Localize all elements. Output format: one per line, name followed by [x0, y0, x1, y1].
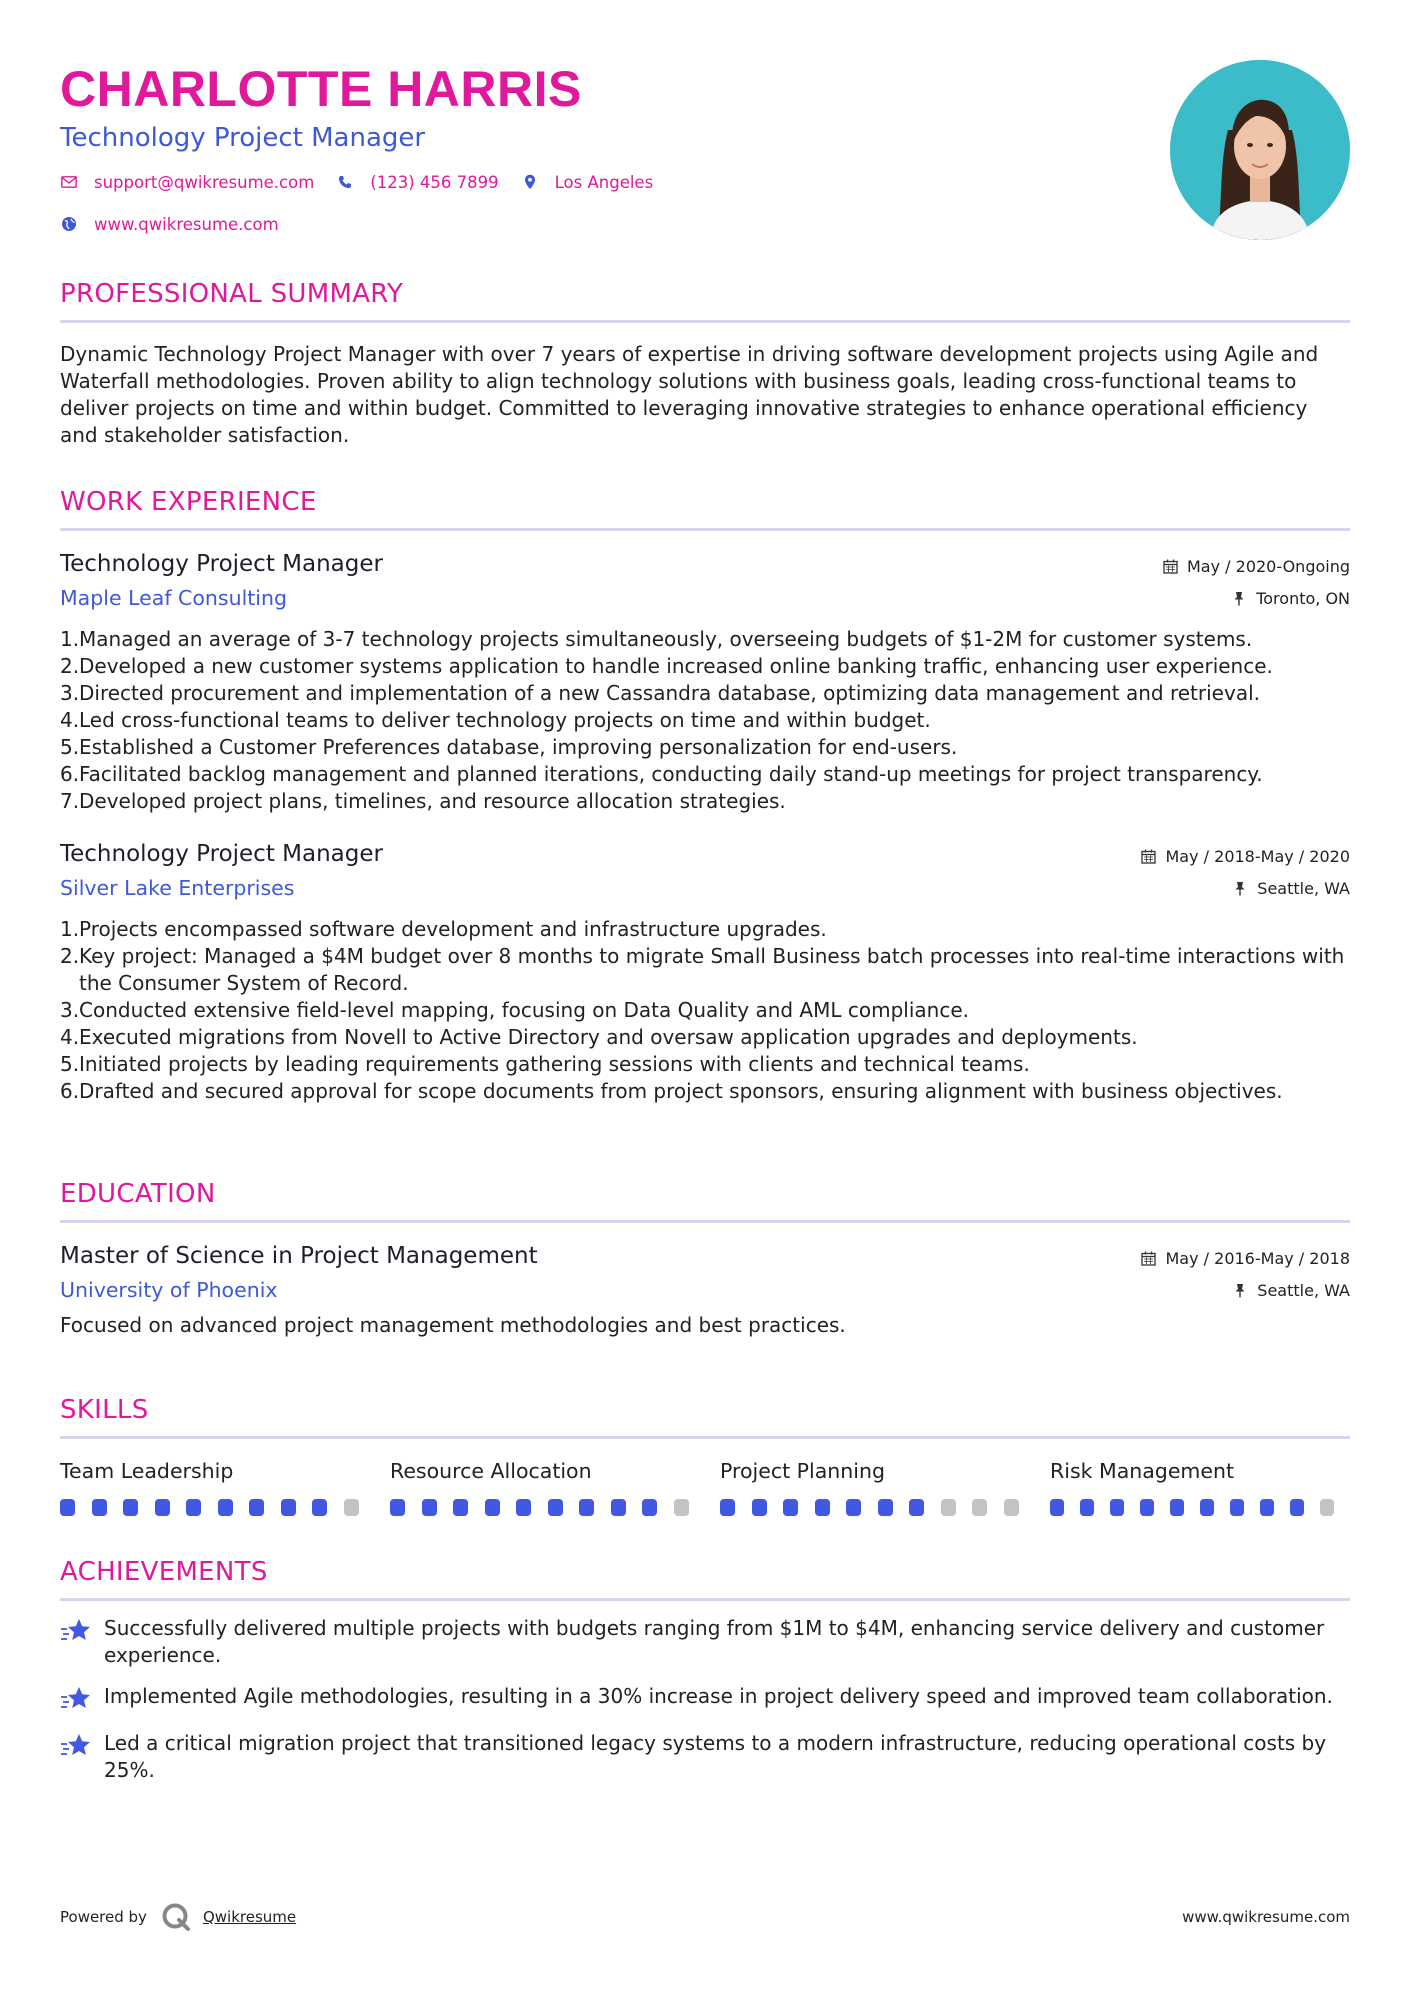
- footer-website[interactable]: www.qwikresume.com: [1182, 1908, 1350, 1926]
- skill-item: [720, 1457, 1050, 1516]
- rating-dot-empty: [344, 1499, 359, 1516]
- pushpin-icon: [1231, 1282, 1249, 1300]
- calendar-icon: [1140, 1250, 1158, 1268]
- skill-name: Team Leadership: [60, 1459, 234, 1483]
- list-item: 1. Managed an average of 3-7 technology projects simultaneously, overseeing budgets of $1-2M for customer systems.: [60, 627, 1253, 651]
- section-divider: [60, 1436, 1350, 1439]
- list-item: 4. Executed migrations from Novell to Active Directory and oversaw application upgrades and deployments.: [60, 1025, 1138, 1049]
- job-entry: [60, 549, 1350, 815]
- rating-dot-filled: [815, 1499, 830, 1516]
- rating-dot-filled: [611, 1499, 626, 1516]
- rating-dot-empty: [1320, 1499, 1334, 1516]
- job-date: May / 2018-May / 2020: [1140, 847, 1351, 866]
- page-footer: [60, 1900, 1350, 1934]
- rating-dot-empty: [674, 1499, 689, 1516]
- location-text: Los Angeles: [554, 172, 654, 192]
- rating-dot-filled: [720, 1499, 735, 1516]
- rating-dot-filled: [1110, 1499, 1124, 1516]
- skills-section: [60, 1394, 1350, 1516]
- rating-dot-filled: [218, 1499, 233, 1516]
- rating-dot-filled: [579, 1499, 594, 1516]
- mail-icon: [60, 173, 78, 191]
- list-item: 1. Projects encompassed software development and infrastructure upgrades.: [60, 917, 827, 941]
- star-icon: [60, 1683, 104, 1716]
- phone-icon: [336, 173, 354, 191]
- achievements-list: [60, 1615, 1350, 1784]
- rating-dot-filled: [548, 1499, 563, 1516]
- job-entry: [60, 839, 1350, 1105]
- job-company: Silver Lake Enterprises: [60, 876, 295, 900]
- rating-dot-filled: [422, 1499, 437, 1516]
- rating-dot-filled: [783, 1499, 798, 1516]
- summary-heading: PROFESSIONAL SUMMARY: [60, 279, 404, 309]
- skill-rating: [60, 1499, 390, 1516]
- rating-dot-filled: [281, 1499, 296, 1516]
- map-pin-icon: [521, 173, 539, 191]
- job-location: Toronto, ON: [1230, 589, 1350, 608]
- list-item: 7. Developed project plans, timelines, and resource allocation strategies.: [60, 789, 786, 813]
- rating-dot-filled: [1140, 1499, 1154, 1516]
- rating-dot-filled: [909, 1499, 924, 1516]
- rating-dot-filled: [516, 1499, 531, 1516]
- website-text: www.qwikresume.com: [94, 214, 279, 234]
- rating-dot-empty: [941, 1499, 956, 1516]
- rating-dot-filled: [1260, 1499, 1274, 1516]
- list-item: Led a critical migration project that transitioned legacy systems to a modern infrastructure, reducing operational costs by 25%.: [60, 1730, 1350, 1784]
- rating-dot-filled: [1230, 1499, 1244, 1516]
- rating-dot-filled: [312, 1499, 327, 1516]
- rating-dot-filled: [485, 1499, 500, 1516]
- phone-text: (123) 456 7899: [370, 172, 499, 192]
- list-item: 5. Established a Customer Preferences database, improving personalization for end-users.: [60, 735, 958, 759]
- education-section: [60, 1178, 1350, 1339]
- section-divider: [60, 1220, 1350, 1223]
- rating-dot-filled: [92, 1499, 107, 1516]
- rating-dot-filled: [60, 1499, 75, 1516]
- job-date: May / 2020-Ongoing: [1161, 557, 1350, 576]
- globe-icon: [60, 215, 78, 233]
- skill-name: Project Planning: [720, 1459, 885, 1483]
- achievements-section: [60, 1556, 1350, 1784]
- skill-rating: [390, 1499, 720, 1516]
- star-icon: [60, 1615, 104, 1669]
- rating-dot-filled: [453, 1499, 468, 1516]
- list-item: 2. Developed a new customer systems application to handle increased online banking traffic, enhancing user experience.: [60, 654, 1273, 678]
- skill-item: [60, 1457, 390, 1516]
- list-item: Implemented Agile methodologies, resulting in a 30% increase in project delivery speed and improved team collaboration.: [60, 1683, 1350, 1716]
- skills-row: [60, 1457, 1350, 1516]
- skill-rating: [720, 1499, 1050, 1516]
- rating-dot-filled: [390, 1499, 405, 1516]
- skill-item: [1050, 1457, 1350, 1516]
- summary-text: Dynamic Technology Project Manager with over 7 years of expertise in driving software development projects using Agile and Waterfall methodologies. Proven ability to align technology solutions with business goals, leading cross-functional teams to deliver projects on time and within budget. Committed to leveraging innovative strategies to enhance operational efficiency and stakeholder satisfaction.: [60, 342, 1319, 447]
- list-item: 4. Led cross-functional teams to deliver technology projects on time and within budget.: [60, 708, 931, 732]
- contact-location: [521, 173, 654, 192]
- job-bullets: [60, 626, 1350, 815]
- education-location: Seattle, WA: [1231, 1281, 1350, 1300]
- profile-photo: [1170, 60, 1350, 240]
- list-item: 6. Drafted and secured approval for scope documents from project sponsors, ensuring alignment with business objectives.: [60, 1079, 1283, 1103]
- list-item: 3. Directed procurement and implementation of a new Cassandra database, optimizing data management and retrieval.: [60, 681, 1260, 705]
- rating-dot-filled: [878, 1499, 893, 1516]
- contact-website[interactable]: [60, 215, 279, 234]
- calendar-icon: [1161, 558, 1179, 576]
- education-entry: [60, 1241, 1350, 1339]
- section-divider: [60, 320, 1350, 323]
- rating-dot-filled: [752, 1499, 767, 1516]
- experience-heading: WORK EXPERIENCE: [60, 487, 317, 517]
- skill-name: Risk Management: [1050, 1459, 1235, 1483]
- brand-link[interactable]: Qwikresume: [202, 1908, 297, 1926]
- section-divider: [60, 1598, 1350, 1601]
- footer-branding: [60, 1902, 296, 1932]
- resume-page: [60, 0, 1350, 1990]
- rating-dot-filled: [1290, 1499, 1304, 1516]
- job-bullets: [60, 916, 1350, 1105]
- email-text: support@qwikresume.com: [94, 172, 315, 192]
- skill-name: Resource Allocation: [390, 1459, 592, 1483]
- rating-dot-filled: [1080, 1499, 1094, 1516]
- rating-dot-empty: [1004, 1499, 1019, 1516]
- list-item: 3. Conducted extensive field-level mapping, focusing on Data Quality and AML compliance.: [60, 998, 969, 1022]
- job-company: Maple Leaf Consulting: [60, 586, 288, 610]
- education-heading: EDUCATION: [60, 1179, 216, 1209]
- resume-header: [60, 60, 1350, 250]
- list-item: 6. Facilitated backlog management and planned iterations, conducting daily stand-up meetings for project transparency.: [60, 762, 1263, 786]
- job-location: Seattle, WA: [1231, 879, 1350, 898]
- rating-dot-filled: [846, 1499, 861, 1516]
- job-title: Technology Project Manager: [60, 841, 383, 867]
- powered-by-label: Powered by: [60, 1908, 147, 1926]
- rating-dot-filled: [123, 1499, 138, 1516]
- job-title: Technology Project Manager: [60, 551, 383, 577]
- rating-dot-filled: [1050, 1499, 1064, 1516]
- rating-dot-filled: [1170, 1499, 1184, 1516]
- skills-heading: SKILLS: [60, 1395, 149, 1425]
- list-item: Successfully delivered multiple projects with budgets ranging from $1M to $4M, enhancing service delivery and customer experience.: [60, 1615, 1350, 1669]
- contact-row: [60, 170, 1350, 194]
- candidate-role: Technology Project Manager: [60, 123, 426, 153]
- candidate-name: CHARLOTTE HARRIS: [60, 61, 582, 117]
- summary-section: [60, 278, 1350, 449]
- degree-title: Master of Science in Project Management: [60, 1243, 538, 1269]
- contact-row-2: [60, 212, 1350, 236]
- list-item: 5. Initiated projects by leading requirements gathering sessions with clients and technical teams.: [60, 1052, 1030, 1076]
- list-item: 2. Key project: Managed a $4M budget over 8 months to migrate Small Business batch processes into real-time interactions with the Consumer System of Record.: [60, 944, 1345, 995]
- qwikresume-logo-icon: [161, 1902, 191, 1932]
- pushpin-icon: [1230, 590, 1248, 608]
- section-divider: [60, 528, 1350, 531]
- rating-dot-filled: [249, 1499, 264, 1516]
- pushpin-icon: [1231, 880, 1249, 898]
- rating-dot-filled: [1200, 1499, 1214, 1516]
- education-description: Focused on advanced project management methodologies and best practices.: [60, 1313, 846, 1337]
- calendar-icon: [1140, 848, 1158, 866]
- rating-dot-empty: [972, 1499, 987, 1516]
- star-icon: [60, 1730, 104, 1784]
- skill-rating: [1050, 1499, 1350, 1516]
- education-date: May / 2016-May / 2018: [1140, 1249, 1351, 1268]
- contact-phone[interactable]: [336, 173, 498, 192]
- achievements-heading: ACHIEVEMENTS: [60, 1557, 268, 1587]
- rating-dot-filled: [642, 1499, 657, 1516]
- experience-section: [60, 486, 1350, 1105]
- rating-dot-filled: [186, 1499, 201, 1516]
- school-name: University of Phoenix: [60, 1278, 278, 1302]
- contact-email[interactable]: [60, 173, 314, 192]
- rating-dot-filled: [155, 1499, 170, 1516]
- skill-item: [390, 1457, 720, 1516]
